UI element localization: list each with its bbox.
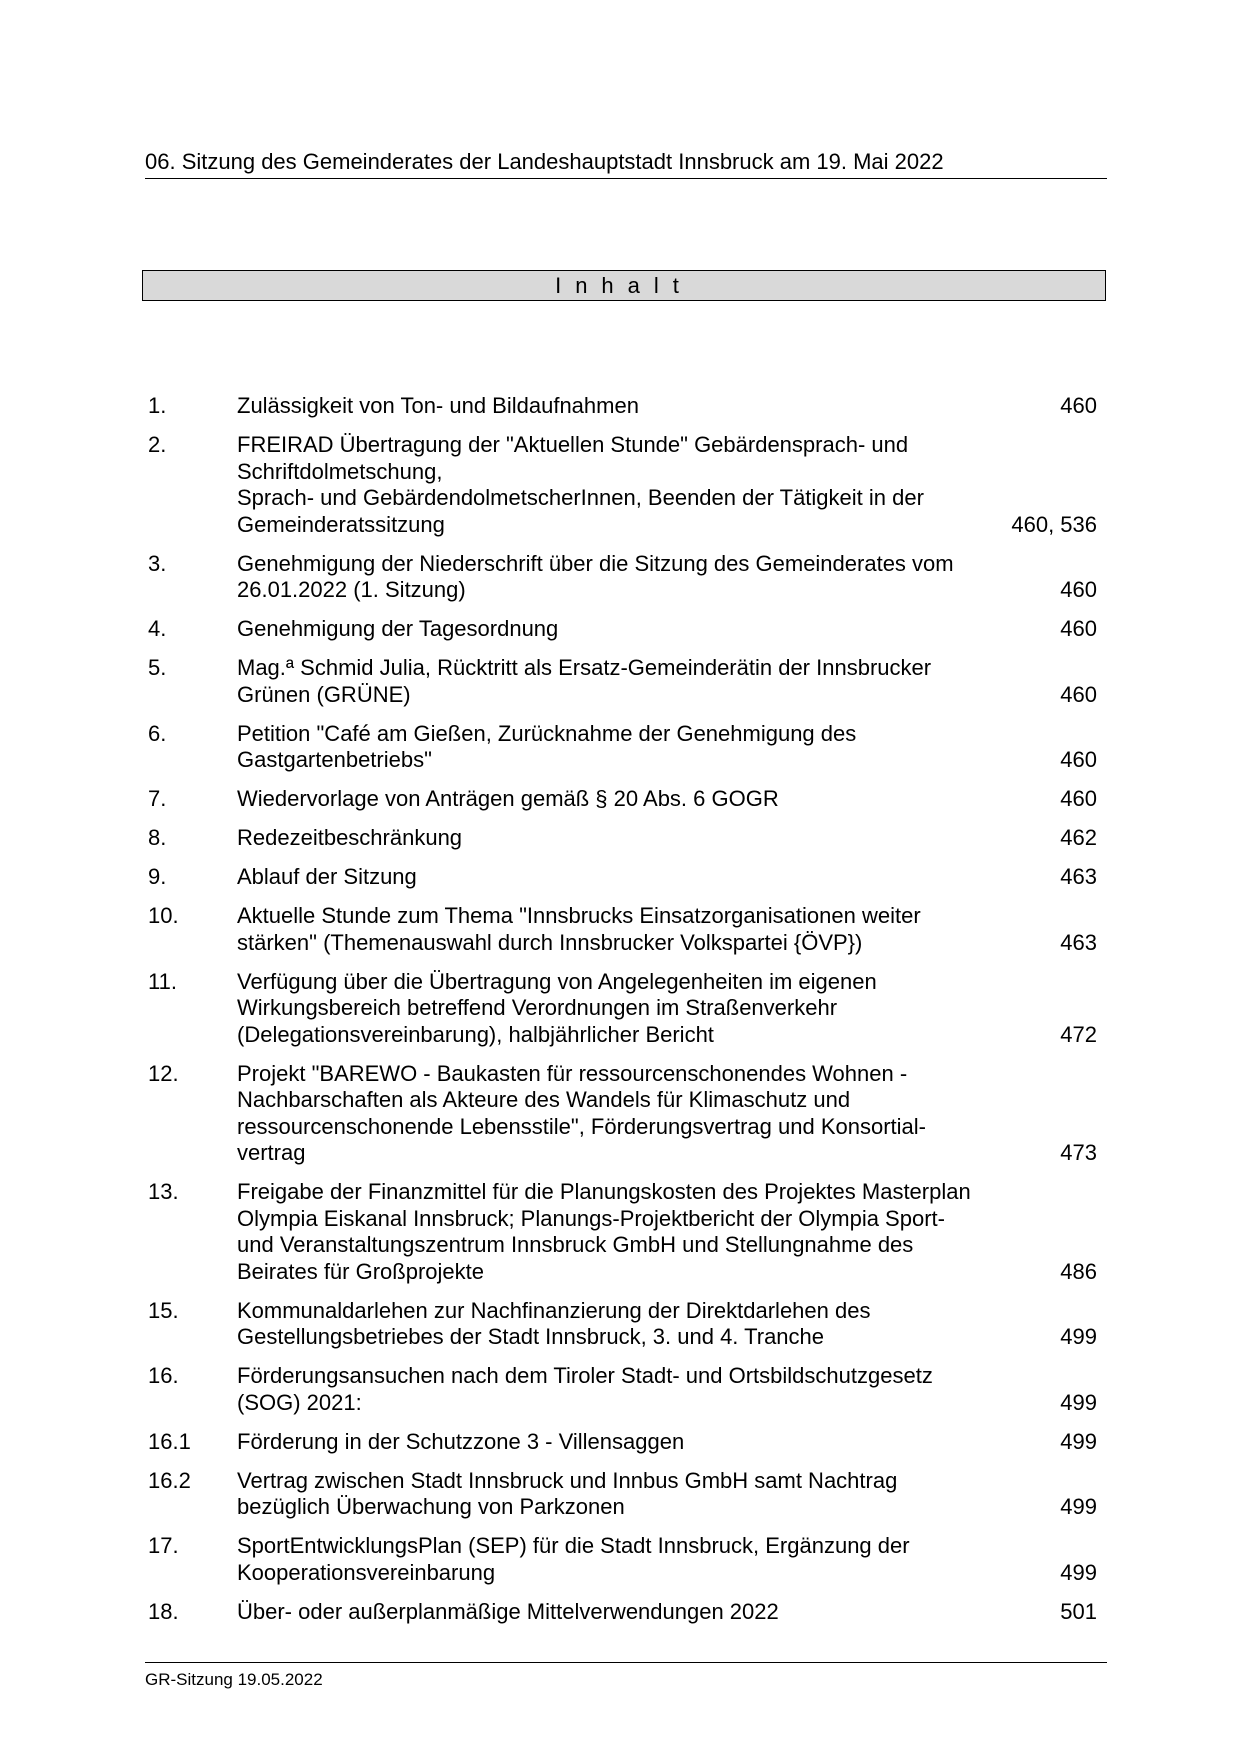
toc-entry-title-line: ressourcenschonende Lebensstile", Förderungsvertrag und Konsortial- (237, 1113, 926, 1139)
toc-entry-page: 460 (1060, 681, 1097, 707)
toc-entry-page: 499 (1060, 1324, 1097, 1349)
toc-entry-number: 7. (148, 786, 167, 811)
toc-entry (148, 1468, 1097, 1521)
toc-entry (148, 616, 1097, 643)
toc-entry-title-line: stärken" (Themenauswahl durch Innsbrucker Volkspartei {ÖVP}) (237, 929, 863, 955)
toc-entry-number: 8. (148, 825, 167, 850)
toc-entry-title (237, 1468, 1007, 1521)
toc-entry-title (237, 969, 1007, 1049)
toc-entry-number: 12. (148, 1060, 179, 1086)
page-header: 06. Sitzung des Gemeinderates der Landeshauptstadt Innsbruck am 19. Mai 2022 (145, 148, 1107, 179)
toc-entry (148, 1599, 1097, 1626)
toc-entry-title-line: Genehmigung der Niederschrift über die Sitzung des Gemeinderates vom (237, 550, 954, 576)
toc-entry-title-line: Wirkungsbereich betreffend Verordnungen im Straßenverkehr (237, 995, 838, 1020)
toc-entry (148, 1298, 1097, 1351)
toc-entry (148, 864, 1097, 891)
toc-entry-title (237, 1061, 1007, 1167)
toc-entry-page: 463 (1060, 929, 1097, 955)
toc-entry-number: 2. (148, 432, 167, 457)
toc-entry-title-line: SportEntwicklungsPlan (SEP) für die Stadt Innsbruck, Ergänzung der (237, 1533, 910, 1558)
toc-entry-page: 499 (1060, 1389, 1097, 1415)
toc-entry-number: 16.2 (148, 1467, 191, 1493)
toc-entry-title-line: Zulässigkeit von Ton- und Bildaufnahmen (237, 393, 639, 418)
toc-entry-title-line: Redezeitbeschränkung (237, 825, 463, 850)
toc-entry-page: 460 (1060, 616, 1097, 641)
toc-entry-title-line: und Veranstaltungszentrum Innsbruck GmbH und Stellungnahme des (237, 1232, 914, 1257)
table-of-contents (148, 393, 1097, 1638)
toc-entry-title-line: (Delegationsvereinbarung), halbjährlicher Bericht (237, 1021, 714, 1047)
toc-entry-number: 1. (148, 393, 167, 418)
toc-entry-title-line: Über- oder außerplanmäßige Mittelverwendungen 2022 (237, 1598, 779, 1624)
toc-entry-title-line: Grünen (GRÜNE) (237, 681, 411, 707)
toc-entry (148, 1429, 1097, 1456)
toc-entry-title (237, 616, 1007, 643)
toc-entry-number: 9. (148, 864, 167, 889)
toc-entry-page: 499 (1060, 1428, 1097, 1454)
toc-entry-title-line: Förderungsansuchen nach dem Tiroler Stadt- und Ortsbildschutzgesetz (237, 1363, 933, 1388)
toc-entry-title (237, 1599, 1007, 1626)
toc-entry-title (237, 1298, 1007, 1351)
toc-entry-title-line: Kommunaldarlehen zur Nachfinanzierung der Direktdarlehen des (237, 1297, 871, 1323)
toc-entry-title-line: Genehmigung der Tagesordnung (237, 616, 559, 641)
toc-entry-page: 463 (1060, 864, 1097, 889)
toc-entry-title (237, 1533, 1007, 1586)
toc-entry-title-line: (SOG) 2021: (237, 1389, 362, 1415)
toc-entry (148, 1179, 1097, 1285)
toc-entry-title (237, 721, 1007, 774)
toc-entry-number: 16.1 (148, 1428, 191, 1454)
toc-entry-number: 13. (148, 1179, 179, 1204)
toc-entry-page: 460 (1060, 577, 1097, 602)
toc-entry-number: 3. (148, 550, 167, 576)
toc-entry (148, 825, 1097, 852)
toc-entry-title-line: 26.01.2022 (1. Sitzung) (237, 577, 466, 602)
toc-entry-title (237, 551, 1007, 604)
toc-entry-title-line: Freigabe der Finanzmittel für die Planungskosten des Projektes Masterplan (237, 1179, 971, 1204)
toc-entry-page: 460 (1060, 393, 1097, 418)
section-title: Inhalt (555, 273, 693, 298)
toc-entry (148, 551, 1097, 604)
toc-entry-title-line: Nachbarschaften als Akteure des Wandels für Klimaschutz und (237, 1087, 851, 1112)
toc-entry (148, 655, 1097, 708)
toc-entry-title-line: bezüglich Überwachung von Parkzonen (237, 1494, 625, 1519)
toc-entry-number: 5. (148, 655, 167, 680)
toc-entry-title (237, 393, 1007, 420)
toc-entry-title (237, 786, 1007, 813)
toc-entry-title-line: Ablauf der Sitzung (237, 864, 417, 889)
toc-entry-title (237, 1429, 1007, 1456)
toc-entry-title-line: Schriftdolmetschung, (237, 458, 443, 484)
toc-entry-page: 460 (1060, 786, 1097, 811)
toc-entry-page: 462 (1060, 825, 1097, 850)
toc-entry-number: 11. (148, 968, 177, 994)
toc-entry-title-line: Kooperationsvereinbarung (237, 1559, 496, 1585)
toc-entry-number: 4. (148, 616, 167, 641)
toc-entry-title-line: Gastgartenbetriebs" (237, 747, 432, 772)
toc-entry-title-line: vertrag (237, 1140, 306, 1165)
toc-entry (148, 1533, 1097, 1586)
toc-entry (148, 1061, 1097, 1167)
toc-entry-title-line: Förderung in der Schutzzone 3 - Villensaggen (237, 1428, 685, 1454)
toc-entry-title-line: FREIRAD Übertragung der "Aktuellen Stunde" Gebärdensprach- und (237, 432, 909, 457)
toc-entry (148, 721, 1097, 774)
toc-entry-title-line: Petition "Café am Gießen, Zurücknahme der Genehmigung des (237, 720, 857, 746)
toc-entry-title-line: Olympia Eiskanal Innsbruck; Planungs-Projektbericht der Olympia Sport- (237, 1205, 945, 1231)
toc-entry-title-line: Vertrag zwischen Stadt Innsbruck und Innbus GmbH samt Nachtrag (237, 1467, 898, 1493)
toc-entry-number: 16. (148, 1363, 179, 1388)
toc-entry-title-line: Wiedervorlage von Anträgen gemäß § 20 Abs. 6 GOGR (237, 786, 779, 811)
toc-entry-title (237, 655, 1007, 708)
toc-entry-title-line: Projekt "BAREWO - Baukasten für ressourcenschonendes Wohnen - (237, 1060, 908, 1086)
toc-entry-title-line: Sprach- und GebärdendolmetscherInnen, Beenden der Tätigkeit in der (237, 485, 924, 510)
toc-entry-title (237, 825, 1007, 852)
toc-entry-title-line: Gemeinderatssitzung (237, 511, 445, 537)
toc-entry-number: 6. (148, 720, 167, 746)
toc-entry-page: 473 (1060, 1140, 1097, 1165)
toc-entry (148, 1363, 1097, 1416)
toc-entry (148, 432, 1097, 538)
toc-entry (148, 393, 1097, 420)
toc-entry-page: 501 (1060, 1598, 1097, 1624)
toc-entry-number: 17. (148, 1533, 179, 1558)
toc-entry-title (237, 864, 1007, 891)
toc-entry-number: 18. (148, 1598, 179, 1624)
toc-entry-page: 472 (1060, 1021, 1097, 1047)
toc-entry-page: 460 (1060, 747, 1097, 772)
toc-entry-title (237, 1179, 1007, 1285)
toc-entry-page: 460, 536 (1011, 511, 1097, 537)
toc-entry-number: 15. (148, 1297, 179, 1323)
toc-entry-title-line: Verfügung über die Übertragung von Angelegenheiten im eigenen (237, 968, 877, 994)
toc-entry-number: 10. (148, 903, 179, 928)
toc-entry-title (237, 1363, 1007, 1416)
toc-entry (148, 969, 1097, 1049)
section-title-box (142, 270, 1106, 301)
toc-entry (148, 786, 1097, 813)
toc-entry-title-line: Beirates für Großprojekte (237, 1258, 484, 1284)
toc-entry-title-line: Aktuelle Stunde zum Thema "Innsbrucks Einsatzorganisationen weiter (237, 903, 921, 928)
footer-text: GR-Sitzung 19.05.2022 (145, 1670, 323, 1689)
toc-entry (148, 903, 1097, 956)
toc-entry-page: 486 (1060, 1258, 1097, 1284)
toc-entry-title-line: Mag.ª Schmid Julia, Rücktritt als Ersatz-Gemeinderätin der Innsbrucker (237, 655, 932, 680)
toc-entry-title (237, 432, 1007, 538)
page-footer (145, 1662, 1107, 1691)
toc-entry-page: 499 (1060, 1494, 1097, 1519)
toc-entry-title (237, 903, 1007, 956)
toc-entry-title-line: Gestellungsbetriebes der Stadt Innsbruck, 3. und 4. Tranche (237, 1324, 825, 1349)
toc-entry-page: 499 (1060, 1559, 1097, 1585)
